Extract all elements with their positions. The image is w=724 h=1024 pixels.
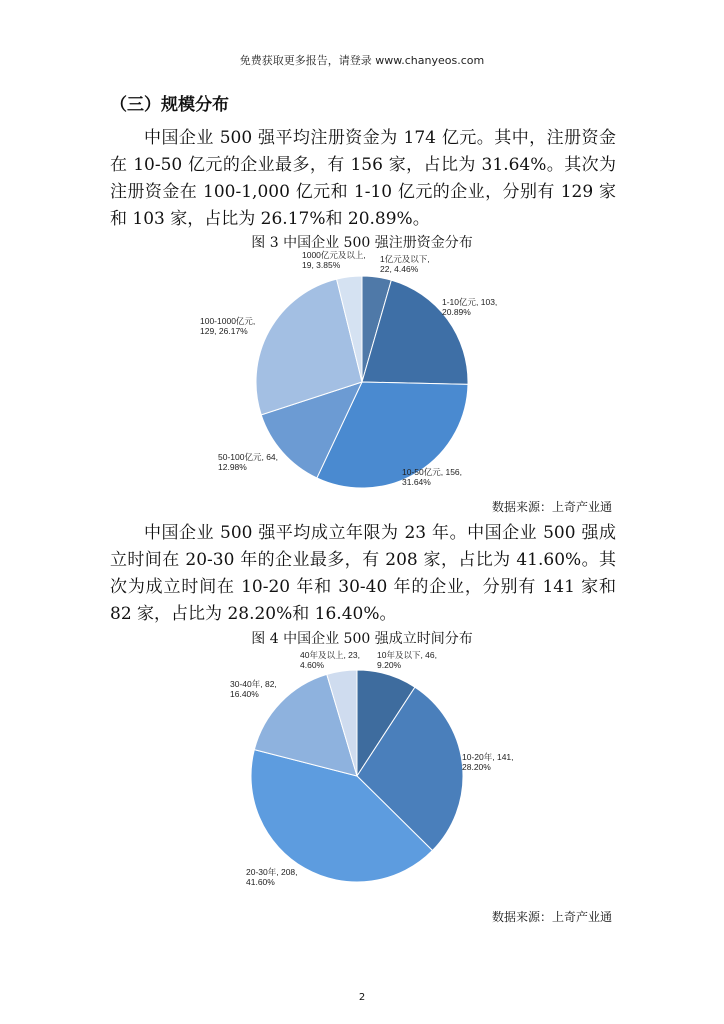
page-header: 免费获取更多报告，请登录 www.chanyeos.com <box>239 54 485 67</box>
paragraph-text: 中国企业 500 强平均成立年限为 23 年。中国企业 500 强成立时间在 20-30 年的企业最多，有 208 家，占比为 41.60%。其次为成立时间在 10-20 年和 30-40 年的企业，分别有 141 家和 82 家，占比为 28.20%和 16.40%。 <box>110 523 616 624</box>
slice-data-label: 1-10亿元, 103, 20.89% <box>442 297 498 317</box>
pie-chart-registered-capital <box>0 250 724 495</box>
section-title: （三）规模分布 <box>110 95 229 115</box>
slice-data-label: 100-1000亿元, 129, 26.17% <box>200 316 256 336</box>
slice-data-label: 10-50亿元, 156, 31.64% <box>402 467 463 487</box>
paragraph-founding-years <box>110 520 616 628</box>
figure3-title: 图 3 中国企业 500 强注册资金分布 <box>251 235 473 251</box>
paragraph-text: 中国企业 500 强平均注册资金为 174 亿元。其中，注册资金在 10-50 亿元的企业最多，有 156 家，占比为 31.64%。其次为注册资金在 100-1,000 亿元和 1-10 亿元的企业，分别有 129 家和 103 家，占比为 26.17%和 20.89%。 <box>110 128 616 229</box>
figure4-title: 图 4 中国企业 500 强成立时间分布 <box>251 631 473 647</box>
page-number: 2 <box>358 992 366 1003</box>
figure4-source: 数据来源：上奇产业通 <box>491 910 612 924</box>
figure3-source: 数据来源：上奇产业通 <box>491 500 612 514</box>
slice-data-label: 1亿元及以下, 22, 4.46% <box>380 254 430 274</box>
slice-data-label: 1000亿元及以上, 19, 3.85% <box>302 250 366 270</box>
slice-data-label: 40年及以上, 23, 4.60% <box>300 650 360 670</box>
slice-data-label: 30-40年, 82, 16.40% <box>230 679 277 699</box>
slice-data-label: 50-100亿元, 64, 12.98% <box>218 452 279 472</box>
slice-data-label: 20-30年, 208, 41.60% <box>246 867 298 887</box>
paragraph-registered-capital <box>110 125 616 233</box>
slice-data-label: 10-20年, 141, 28.20% <box>462 752 514 772</box>
pie-chart-founding-time <box>0 645 724 890</box>
slice-data-label: 10年及以下, 46, 9.20% <box>377 650 437 670</box>
